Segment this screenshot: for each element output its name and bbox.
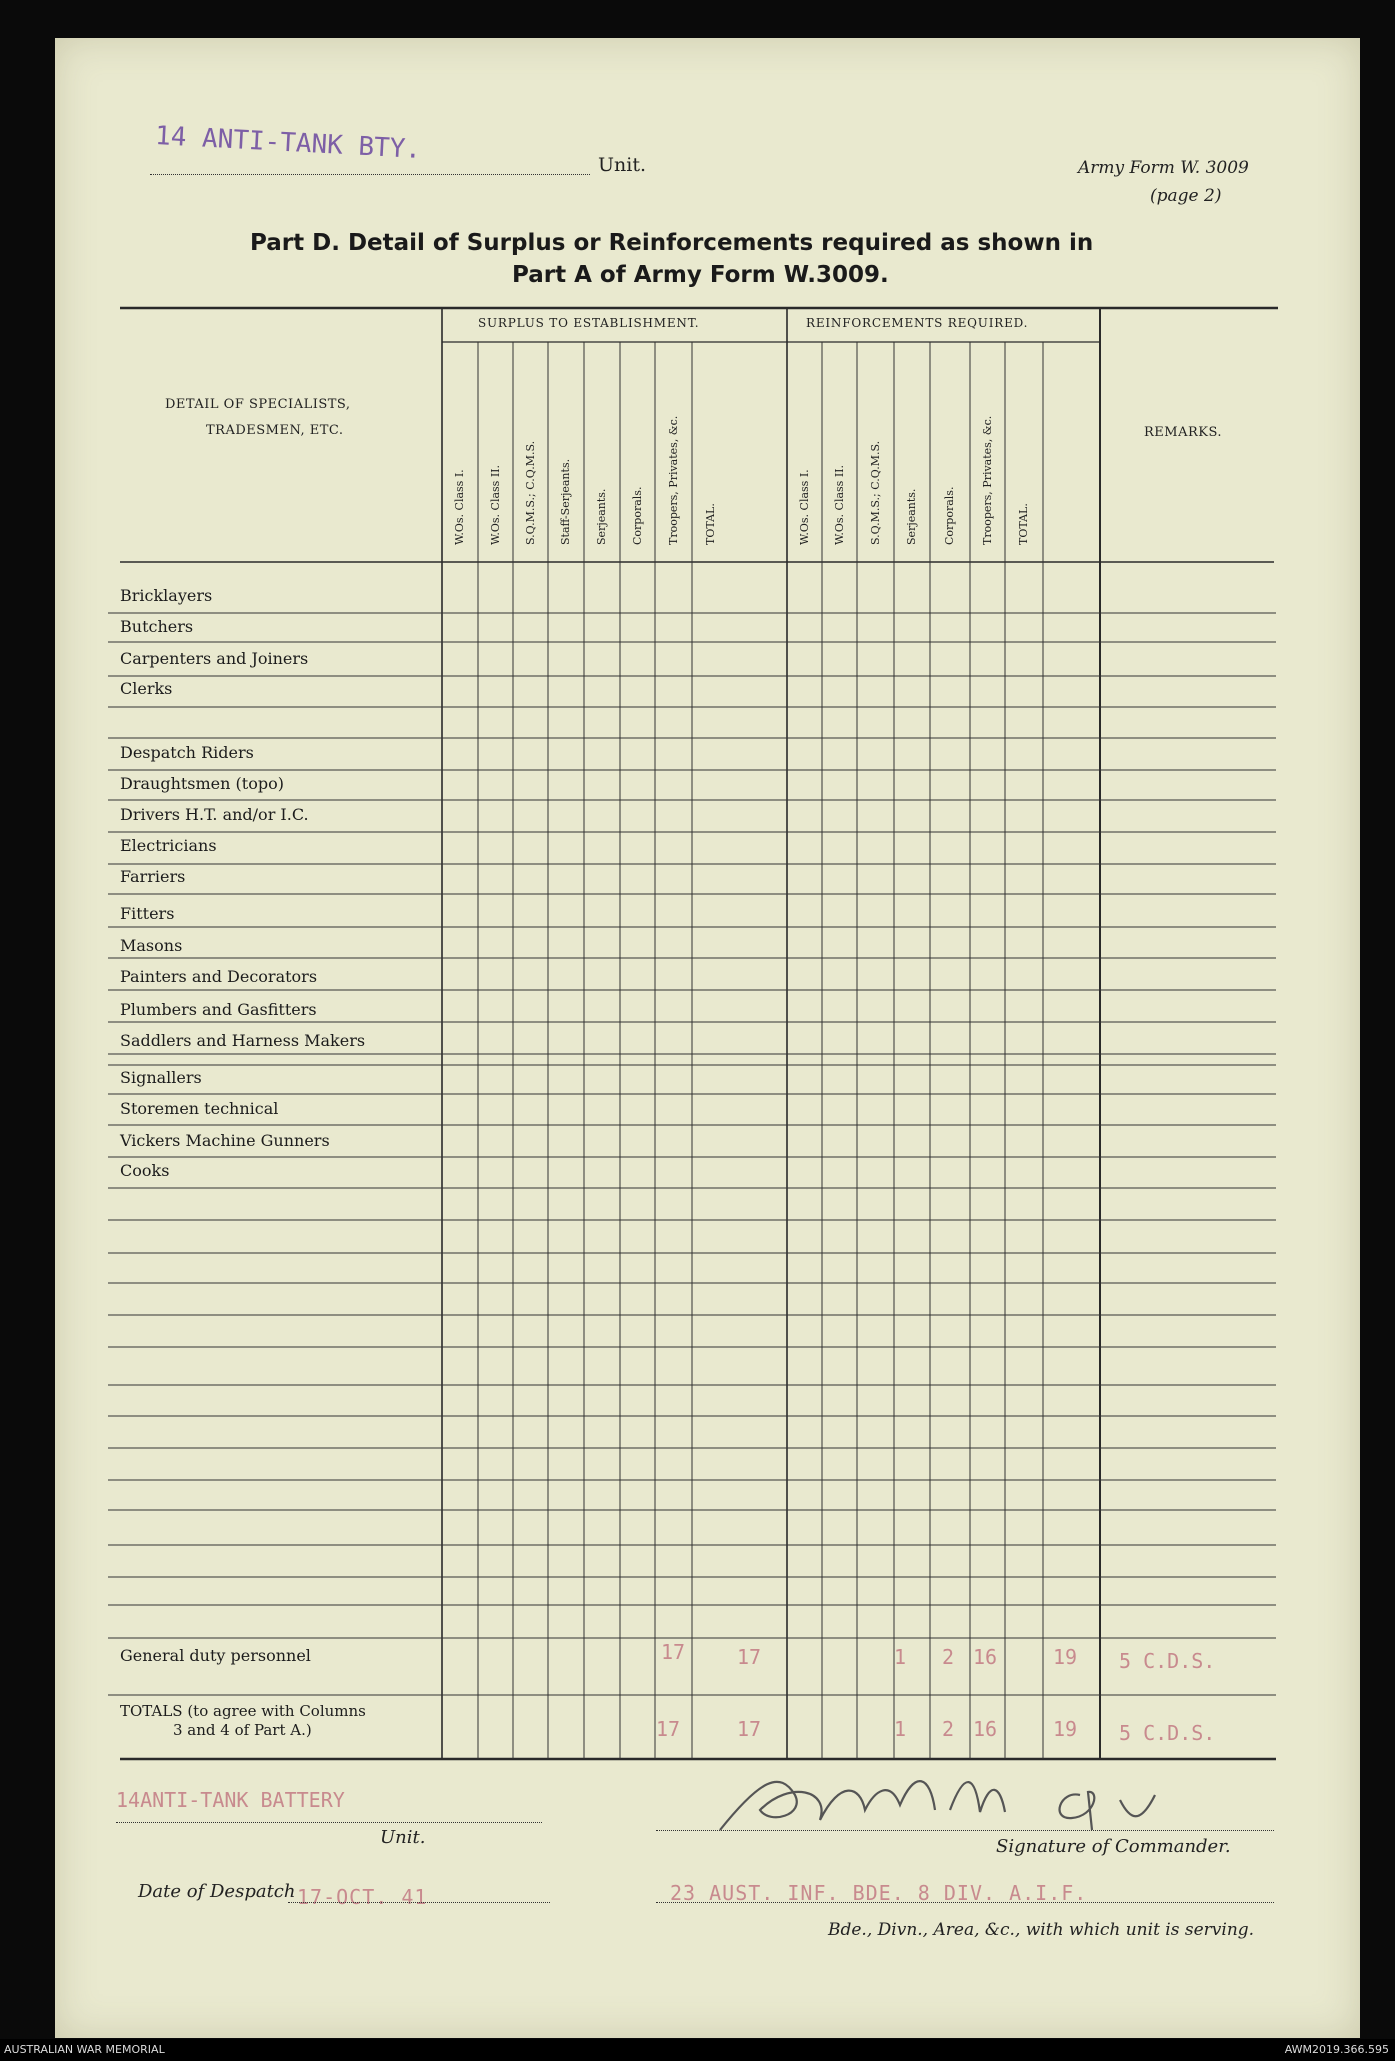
totals-surplus-total: 17 [737,1717,762,1741]
surplus-column-header: S.Q.M.S.; C.Q.M.S. [523,440,537,545]
archive-footer [0,2039,1395,2061]
row-label: Cooks [120,1161,170,1180]
surplus-column-header: Serjeants. [595,488,608,545]
surplus-column-header: Troopers, Privates, &c. [666,415,680,545]
reinforcements-column-header: W.Os. Class II. [832,464,846,545]
row-label: Signallers [120,1068,202,1087]
row-label: Bricklayers [120,586,213,605]
totals-reinf-total: 19 [1053,1717,1078,1741]
surplus-column-header: W.Os. Class II. [488,464,502,545]
date-label: Date of Despatch [138,1881,296,1902]
totals-label-1: TOTALS (to agree with Columns [120,1702,366,1720]
row-label: Electricians [120,836,217,855]
reinforcements-column-header: Corporals. [943,486,956,545]
reinforcements-header: REINFORCEMENTS REQUIRED. [806,316,1029,330]
detail-header-1: DETAIL OF SPECIALISTS, [165,397,351,412]
title-line1: Part D. Detail of Surplus or Reinforcements required as shown in [250,230,1094,256]
row-label: Farriers [120,867,186,886]
surplus-column-header: W.Os. Class I. [453,469,466,545]
row-label: Butchers [120,617,194,636]
totals-remarks: 5 C.D.S. [1119,1721,1216,1745]
unit-stamp: 14 ANTI-TANK BTY. [154,121,422,165]
row-label: Saddlers and Harness Makers [120,1031,366,1050]
row-label: Fitters [120,904,175,923]
row-label: Despatch Riders [120,743,254,762]
gdp-remarks: 5 C.D.S. [1119,1649,1216,1673]
formation-value: 23 AUST. INF. BDE. 8 DIV. A.I.F. [670,1881,1088,1905]
row-label: Plumbers and Gasfitters [120,1000,317,1019]
totals-reinf-serjeants: 1 [894,1717,907,1741]
date-line [288,1902,550,1903]
footer-unit-label: Unit. [380,1827,426,1848]
surplus-column-header: Corporals. [630,486,644,545]
reinforcements-column-header: S.Q.M.S.; C.Q.M.S. [868,440,882,545]
gdp-reinf-troopers: 16 [973,1645,998,1669]
formation-label: Bde., Divn., Area, &c., with which unit is serving. [828,1920,1255,1940]
remarks-header: REMARKS. [1144,425,1223,440]
row-label: Clerks [120,679,173,698]
row-label: Vickers Machine Gunners [120,1131,330,1150]
surplus-column-header: Staff-Serjeants. [559,458,572,545]
unit-label: Unit. [598,154,647,176]
signature-line [656,1830,1274,1831]
unit-line [116,1822,542,1823]
gdp-surplus-total: 17 [737,1645,762,1669]
row-label: Storemen technical [120,1099,279,1118]
row-label: Carpenters and Joiners [120,649,309,668]
form-name: Army Form W. 3009 [1078,158,1249,178]
gdp-label: General duty personnel [120,1646,311,1665]
title-line2: Part A of Army Form W.3009. [512,262,889,288]
gdp-reinf-corporals: 2 [942,1645,955,1669]
totals-reinf-troopers: 16 [973,1717,998,1741]
detail-header-2: TRADESMEN, ETC. [206,423,344,438]
unit-battery-stamp: 14ANTI-TANK BATTERY [116,1788,345,1812]
reinforcements-column-header: W.Os. Class I. [797,469,811,545]
row-label: Masons [120,936,183,955]
surplus-column-header: TOTAL. [704,503,717,545]
row-label: Draughtsmen (topo) [120,774,284,793]
signature-label: Signature of Commander. [996,1836,1231,1857]
surplus-header: SURPLUS TO ESTABLISHMENT. [478,316,700,330]
gdp-reinf-serjeants: 1 [894,1645,907,1669]
row-label: Drivers H.T. and/or I.C. [120,805,309,824]
date-value: 17-OCT. 41 [297,1885,428,1909]
reinforcements-column-header: Troopers, Privates, &c. [980,415,994,545]
archive-name: AUSTRALIAN WAR MEMORIAL [4,2043,165,2056]
totals-label-2: 3 and 4 of Part A.) [173,1721,312,1739]
archive-ref: AWM2019.366.595 [1284,2043,1389,2056]
row-label: Painters and Decorators [120,967,318,986]
reinforcements-column-header: TOTAL. [1017,503,1030,545]
gdp-reinf-total: 19 [1053,1645,1078,1669]
reinforcements-column-header: Serjeants. [905,488,918,545]
form-page: (page 2) [1150,186,1222,206]
formation-line [656,1902,1274,1903]
totals-reinf-corporals: 2 [942,1717,955,1741]
totals-surplus-troopers: 17 [656,1717,681,1741]
gdp-surplus-troopers: 17 [661,1640,686,1664]
